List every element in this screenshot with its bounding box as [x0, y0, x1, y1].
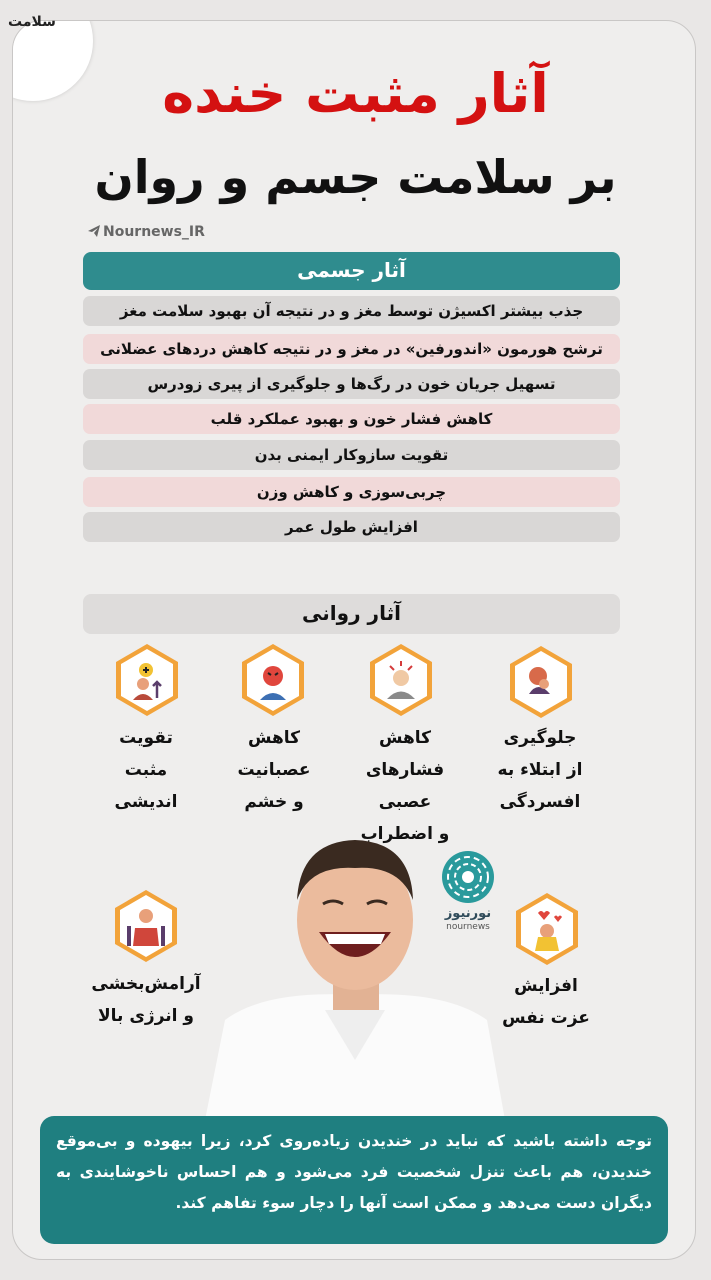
telegram-icon	[88, 225, 100, 237]
logo-text-en: nournews	[446, 922, 490, 932]
anger-reduction-icon	[242, 644, 304, 716]
psychological-label: جلوگیری از ابتلاء به افسردگی	[497, 728, 583, 812]
psychological-effects-title: آثار روانی	[83, 594, 620, 634]
physical-item: جذب بیشتر اکسیژن توسط مغز و در نتیجه آن بهبود سلامت مغز	[83, 296, 620, 326]
physical-item: چربی‌سوزی و کاهش وزن	[83, 477, 620, 507]
stress-relief-icon	[370, 644, 432, 716]
positive-thinking-icon	[116, 644, 178, 716]
caution-note: توجه داشته باشید که نباید در خندیدن زیاده‌روی کرد، زیرا بیهوده و بی‌موقع خندیدن، هم باعث تنزل شخصیت فرد می‌شود و هم احساس ناخوشایندی به دیگران دست می‌دهد و ممکن است آنها را دچار سوء تفاهم کند.	[40, 1116, 668, 1244]
physical-item: کاهش فشار خون و بهبود عملکرد قلب	[83, 404, 620, 434]
physical-effects-title: آثار جسمی	[83, 252, 620, 290]
psychological-label: کاهش عصبانیت و خشم	[237, 728, 311, 812]
psychological-label: افزایش عزت نفس	[502, 976, 590, 1028]
physical-item: تسهیل جریان خون در رگ‌ها و جلوگیری از پیری زودرس	[83, 369, 620, 399]
physical-item: تقویت سازوکار ایمنی بدن	[83, 440, 620, 470]
self-esteem-icon	[516, 893, 578, 965]
main-title: آثار مثبت خنده	[162, 62, 549, 125]
psychological-label: آرامش‌بخشی و انرژی بالا	[91, 974, 201, 1026]
psychological-label: کاهش فشارهای عصبی و اضطراب	[360, 728, 450, 844]
physical-item: افزایش طول عمر	[83, 512, 620, 542]
nournews-logo	[438, 848, 498, 938]
relaxation-icon	[115, 890, 177, 962]
logo-text-fa: نورنیوز	[444, 906, 492, 921]
psychological-label: تقویت مثبت اندیشی	[114, 728, 178, 812]
category-label: سلامت	[8, 14, 56, 30]
physical-item: ترشح هورمون «اندورفین» در مغز و در نتیجه کاهش دردهای عضلانی	[83, 334, 620, 364]
handle-text: Nournews_IR	[103, 224, 205, 240]
social-handle	[88, 224, 205, 240]
nournews-logo-mark	[438, 848, 498, 906]
subtitle: بر سلامت جسم و روان	[94, 150, 617, 204]
depression-prevention-icon	[510, 646, 572, 718]
